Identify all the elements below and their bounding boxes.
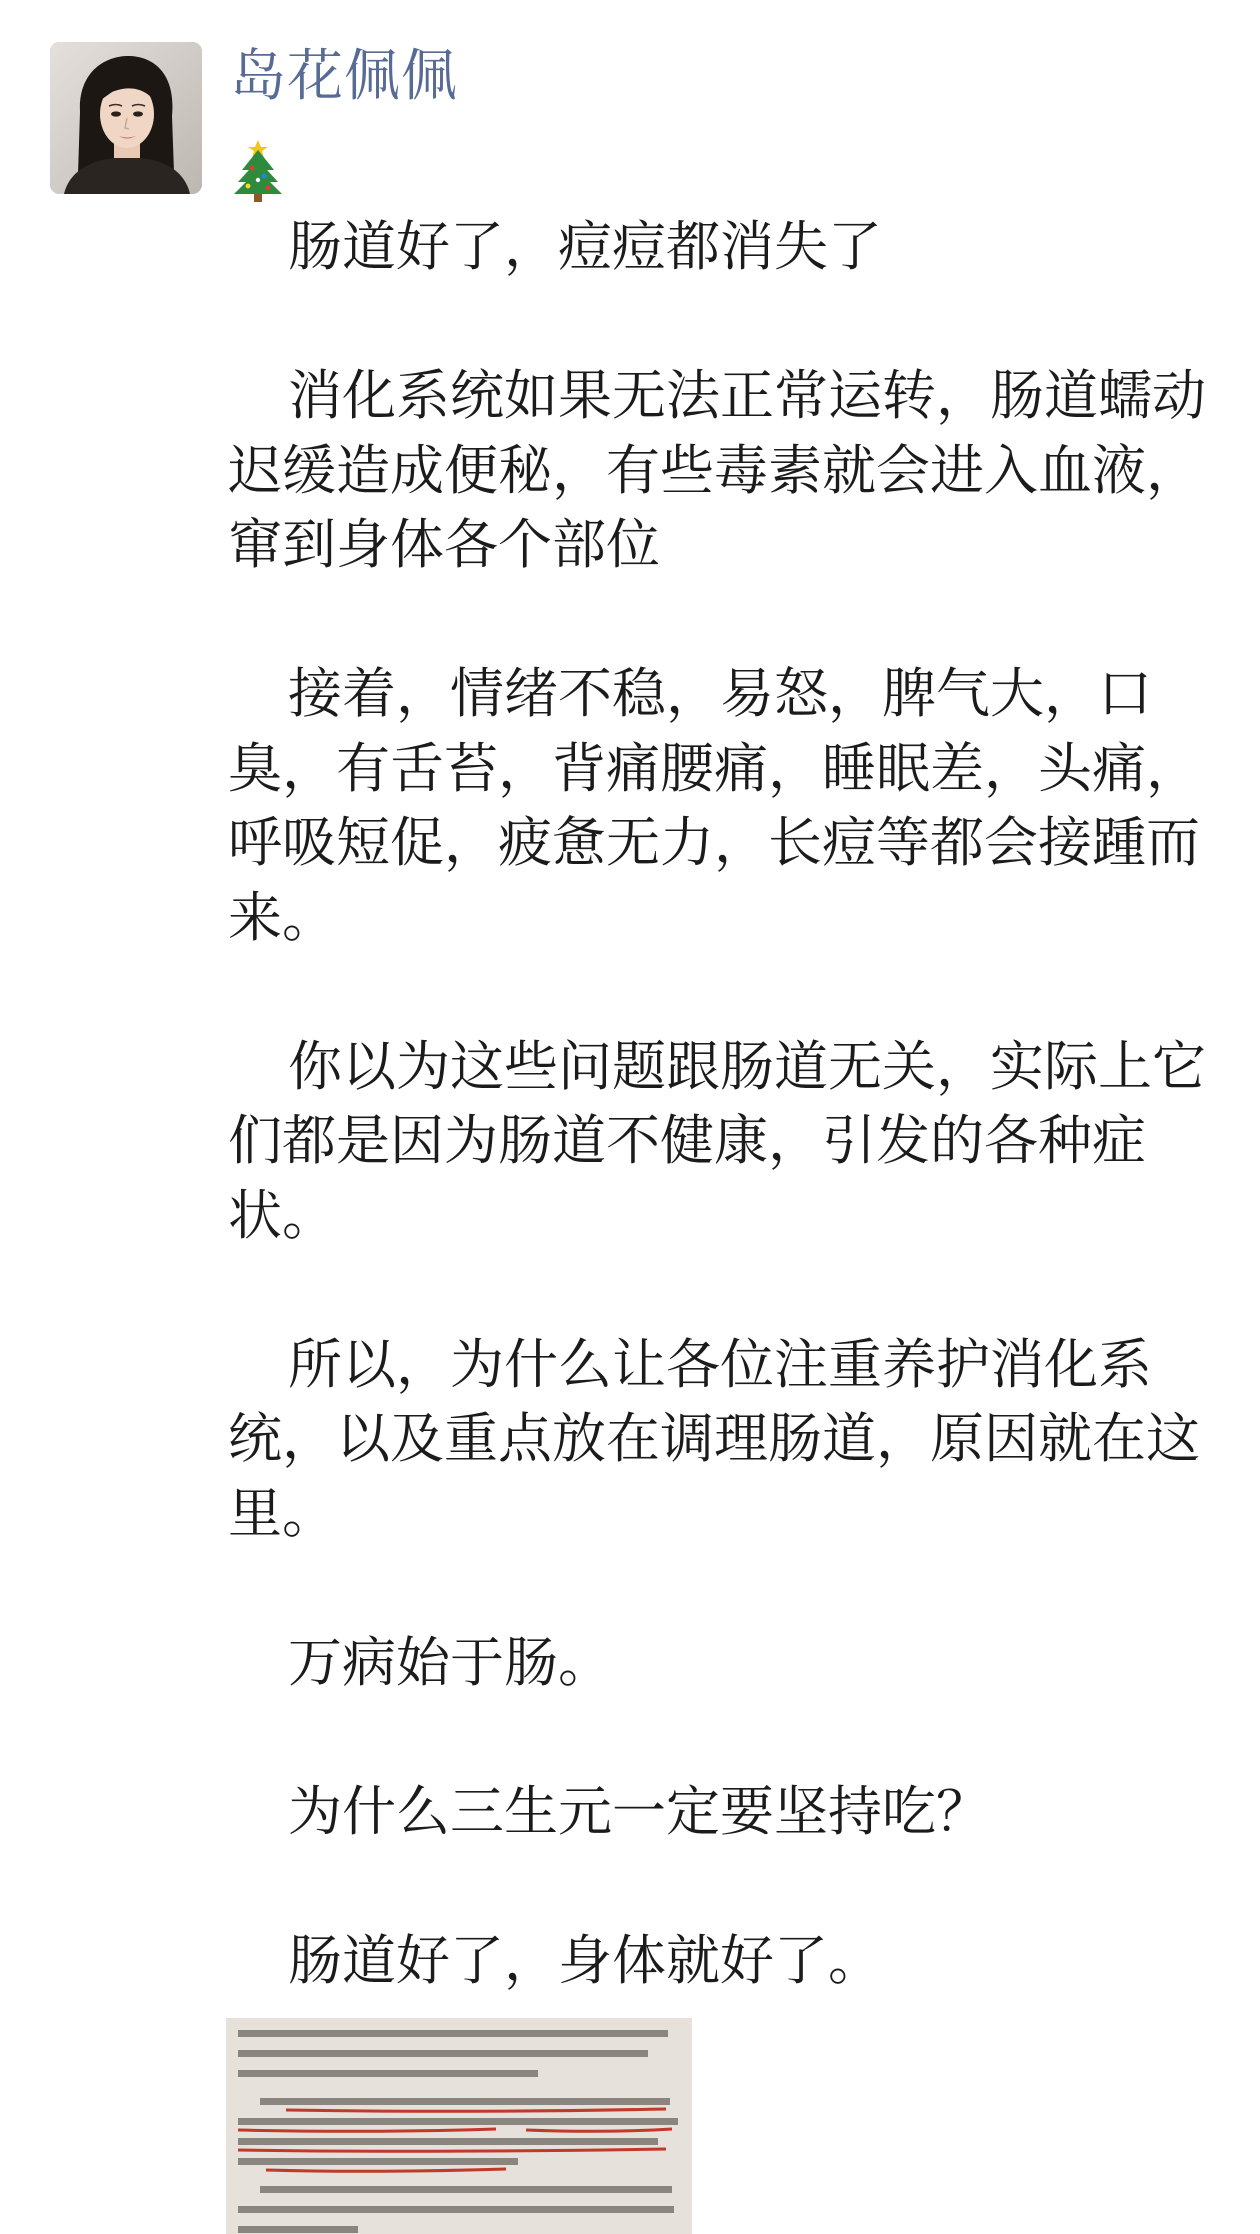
post-paragraph: 所以，为什么让各位注重养护消化系统，以及重点放在调理肠道，原因就在这里。 — [228, 1332, 1200, 1545]
post-paragraph: 肠道好了，身体就好了。 — [288, 1928, 882, 1992]
post-paragraph: 你以为这些问题跟肠道无关，实际上它们都是因为肠道不健康，引发的各种症状。 — [228, 1034, 1206, 1247]
post-paragraph: 消化系统如果无法正常运转，肠道蠕动迟缓造成便秘，有些毒素就会进入血液，窜到身体各个部位 — [228, 364, 1206, 576]
christmas-tree-icon — [230, 138, 286, 202]
author-avatar[interactable] — [50, 42, 202, 194]
attached-photo[interactable] — [226, 2018, 692, 2234]
post-paragraph: 肠道好了，痘痘都消失了 — [288, 215, 882, 278]
post-paragraph: 为什么三生元一定要坚持吃？ — [288, 1779, 990, 1843]
post-paragraph: 接着，情绪不稳，易怒，脾气大，口臭，有舌苔，背痛腰痛，睡眠差，头痛，呼吸短促，疲惫无力，长痘等都会接踵而来。 — [228, 662, 1200, 949]
post-text — [228, 210, 1208, 1998]
author-name[interactable]: 岛花佩佩 — [230, 44, 458, 109]
post-paragraph: 万病始于肠。 — [288, 1630, 612, 1694]
